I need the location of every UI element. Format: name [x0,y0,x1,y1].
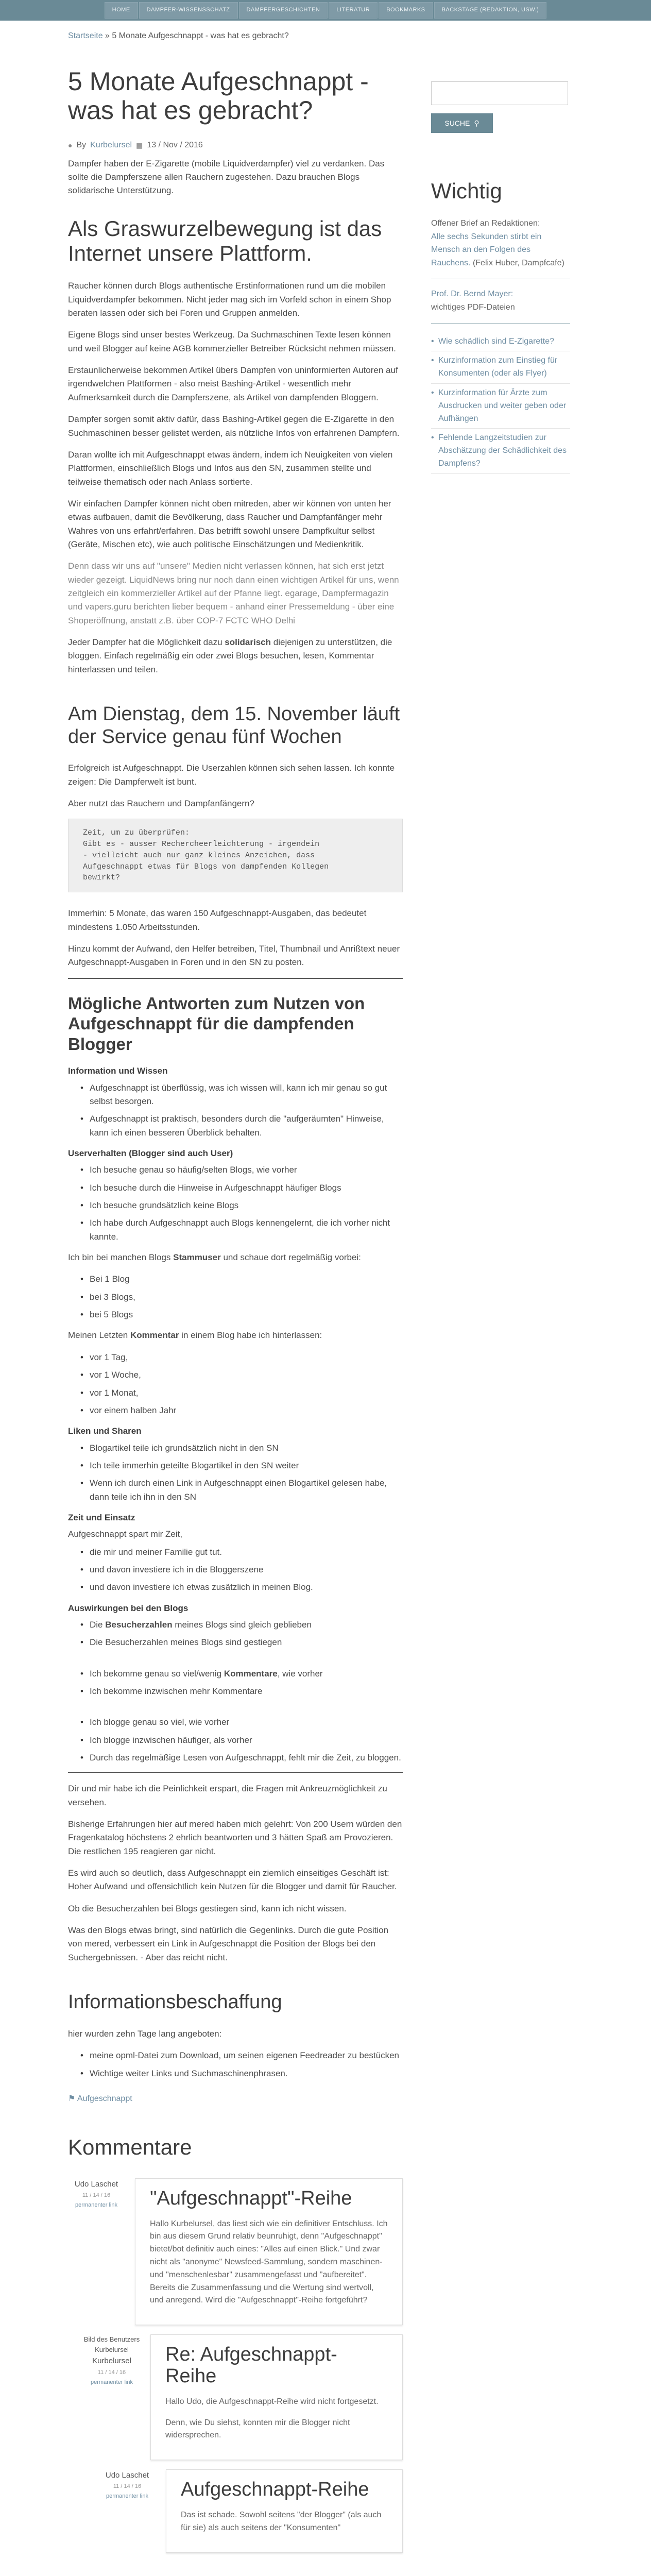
divider [68,1772,403,1773]
offener-brief-label: Offener Brief an Redaktionen: [431,219,540,228]
sidebar-link[interactable]: • Kurzinformation zum Einstieg für Konsumenten (oder als Flyer) [431,351,570,384]
mayer-label: Prof. Dr. Bernd Mayer: [431,290,513,299]
paragraph: Was den Blogs etwas bringt, sind natürlich die Gegenlinks. Durch die gute Position von mered, verbessert ein Link in Aufgeschnappt die Position der Blogs bei den Suchergebnissen. - Aber das reicht nicht. [68,1925,389,1962]
nav-dampfergeschichten[interactable]: DAMPFERGESCHICHTEN [239,2,328,18]
list-item: • Aufgeschnappt ist überflüssig, was ich wissen will, kann ich mir genau so gut selbst besorgen. [80,1081,403,1109]
comment-author-name: Udo Laschet [74,2179,118,2189]
list-item: • Ich besuche genau so häufig/selten Blogs, wie vorher [80,1163,403,1177]
divider [68,978,403,979]
paragraph: Raucher können durch Blogs authentische Erstinformationen rund um die mobilen Liquidverdampfer bekommen. Nicht jeder mag sich im Vorfeld schon in einem Shop beraten lassen oder sich bei Foren und Gruppen anmelden. [68,281,391,318]
author-link[interactable]: Kurbelursel [90,141,132,149]
comment-text: Das ist schade. Sowohl seitens "der Blogger" (als auch für sie) als auch seitens der "Konsumenten" [181,2510,382,2532]
intro-text: Dampfer haben der E-Zigarette (mobile Liquidverdampfer) viel zu verdanken. Das sollte die Dampferszene allen Rauchern zugestehen. Dazu brauchen Blogs solidarische Unterstützung. [68,158,385,196]
tags [68,2093,403,2106]
top-navigation-bar [0,0,651,21]
paragraph: Dampfer sorgen somit aktiv dafür, dass Bashing-Artikel gegen die E-Zigarette in den Suchmaschinen besser gelistet werden, als nützliche Infos von erfahrenen Dampfern. [68,414,400,438]
comment-reply [99,2469,403,2552]
text: Ich bin bei manchen Blogs [68,1252,174,1263]
text: und schaue dort regelmäßig vorbei: [220,1252,361,1263]
comment-body [166,2469,403,2552]
search-button[interactable] [431,113,493,133]
comment-body [150,2334,403,2460]
list-item: • bei 3 Blogs, [80,1291,403,1304]
sidebar [431,81,570,474]
list-item: • Blogartikel teile ich grundsätzlich nicht in den SN [80,1442,403,1455]
paragraph: Aber nutzt das Rauchern und Dampfanfängern? [68,799,254,809]
list-item: • Durch das regelmäßige Lesen von Aufgeschnappt, fehlt mir die Zeit, zu bloggen. [80,1751,403,1765]
text: , wie vorher [277,1668,323,1679]
paragraph: Erstaunlicherweise bekommen Artikel übers Dampfen von uninformierten Autoren auf irgendwelchen Plattformen - also meist Bashing-Artikel - wesentlich mehr Aufmerksamkeit durch die Dampferszene, als Artikel von dampfenden Bloggern. [68,365,398,402]
text: diejenigen zu unterstützen, die bloggen. Einfach regelmäßig ein oder zwei Blogs besuchen, lesen, Kommentar hinterlassen und teilen. [68,637,392,674]
section-heading: Auswirkungen bei den Blogs [68,1603,189,1613]
list-item: • Ich teile immerhin geteilte Blogartikel in den SN weiter [80,1459,403,1472]
search-input[interactable] [431,81,568,105]
paragraph-kommentar [68,1329,403,1342]
permalink[interactable]: permanenter link [91,2379,133,2385]
avatar-alt: Bild des Benutzers Kurbelursel [83,2335,140,2354]
list-item: • vor einem halben Jahr [80,1404,403,1417]
liken-list [68,1442,403,1504]
text-bold: solidarisch [225,637,271,647]
comment-text: Hallo Kurbelursel, das liest sich wie ein definitiver Entschluss. Ich bin aus diesem Grund relativ beunruhigt, denn "Aufgeschnappt" bietet/bot definitiv auch eines: "Alles auf einen Blick." Und zwar nicht als "anonyme" Newsfeed-Sammlung, sondern maschinen- und "menschenlesbar" zusammengefasst und "aufbereitet". Bereits die Zusammenfassung und die Wertung sind wertvoll, und anregend. Wird die "Aufgeschnappt"-Reihe fortgeführt? [150,2219,388,2305]
list-item: • Bei 1 Blog [80,1273,403,1286]
mayer-block [431,287,570,314]
stamm-list [68,1273,403,1321]
list-item: • vor 1 Monat, [80,1386,403,1400]
list-item [80,1667,403,1681]
text: Jeder Dampfer hat die Möglichkeit dazu [68,637,225,647]
breadcrumb-current: 5 Monate Aufgeschnappt - was hat es gebracht? [112,31,289,40]
main-content [68,67,403,2562]
paragraph: Dir und mir habe ich die Peinlichkeit erspart, die Fragen mit Ankreuzmöglichkeit zu versehen. [68,1784,387,1807]
comment-title[interactable]: Aufgeschnappt-Reihe [181,2479,369,2501]
search-button-label: SUCHE [444,119,470,127]
sidebar-links [431,332,570,474]
nav-literatur[interactable]: LITERATUR [329,2,378,18]
paragraph: Daran wollte ich mit Aufgeschnappt etwas ändern, indem ich Neuigkeiten von vielen Plattformen, einschließlich Blogs und Infos aus den SN, zusammen stellte und teilweise thematisch oder nach Anlass sortierte. [68,449,393,487]
text: in einem Blog habe ich hinterlassen: [179,1330,322,1341]
text: Meinen Letzten [68,1330,130,1341]
comment-author-name: Udo Laschet [105,2471,149,2480]
list-item: • und davon investiere ich in die Bloggerszene [80,1563,403,1577]
list-item: • Ich blogge genau so viel, wie vorher [80,1716,403,1729]
heading-antworten: Mögliche Antworten zum Nutzen von Aufgeschnappt für die dampfenden Blogger [68,993,365,1054]
list-item: • meine opml-Datei zum Download, um seinen eigenen Feedreader zu bestücken [80,2049,403,2062]
comment-text: Denn, wie Du siehst, konnten mir die Blogger nicht widersprechen. [165,2418,350,2440]
ausw-list [68,1618,403,1650]
nav-backstage[interactable]: BACKSTAGE (REDAKTION, USW.) [434,2,547,18]
list-item: • bei 5 Blogs [80,1308,403,1321]
user-list [68,1163,403,1244]
text-bold: Stammuser [173,1252,221,1263]
nav-bookmarks[interactable]: BOOKMARKS [379,2,433,18]
tag-icon: ⚑ [68,2094,76,2103]
text-bold: Kommentare [224,1668,278,1679]
info-list [68,1081,403,1140]
comment [68,2178,403,2325]
list-item: • die mir und meiner Familie gut tut. [80,1546,403,1559]
infobe-list [68,2049,403,2080]
comment-date: 11 / 14 / 16 [82,2192,111,2199]
paragraph-media: Denn dass wir uns auf "unsere" Medien nicht verlassen können, hat sich erst jetzt wieder gezeigt. LiquidNews bring nur noch dann einen wichtigen Artikel für uns, wenn zeitgleich ein kommerzieller Artikel auf der Pfanne liegt. egarage, Dampfermagazin und vapers.guru berichten lieber bequem - anhand einer Pressemeldung - über eine Shoperöffnung, anstatt z.B. über COP-7 FCTC WHO Delhi [68,561,399,625]
list-item: • Ich habe durch Aufgeschnappt auch Blogs kennengelernt, die ich vorher nicht kannte. [80,1216,403,1244]
breadcrumb [68,21,583,50]
nav-dampfer-wissensschatz[interactable]: DAMPFER-WISSENSSCHATZ [139,2,238,18]
sidebar-link[interactable]: • Fehlende Langzeitstudien zur Abschätzung der Schädlichkeit des Dampfens? [431,429,570,473]
list-item: • Wichtige weiter Links und Suchmaschinenphrasen. [80,2067,403,2080]
sidebar-link[interactable]: • Wie schädlich sind E-Zigarette? [431,332,570,352]
section-heading: Liken und Sharen [68,1426,142,1436]
text-bold: Besucherzahlen [105,1619,173,1630]
kommentar-list [68,1351,403,1417]
comment-title[interactable]: Re: Aufgeschnappt-Reihe [165,2344,337,2387]
code-block: Zeit, um zu überprüfen: Gibt es - ausser Rechercheerleichterung - irgendein - vielleicht auch nur ganz kleines Anzeichen, dass Aufgeschnappt etwas für Blogs von dampfenden Kollegen bewirkt? [68,819,403,892]
nav-home[interactable]: HOME [105,2,138,18]
search-icon: ⚲ [474,118,479,127]
paragraph: Immerhin: 5 Monate, das waren 150 Aufgeschnappt-Ausgaben, das bedeutet mindestens 1.050 Arbeitsstunden. [68,908,367,932]
paragraph: hier wurden zehn Tage lang angeboten: [68,2028,222,2039]
paragraph: Bisherige Erfahrungen hier auf mered haben mich gelehrt: Von 200 Usern würden den Fragenkatalog höchstens 2 ehrlich beantworten und 3 hätten Spaß am Provozieren. Die restlichen 195 reagieren gar nicht. [68,1819,402,1856]
paragraph: Aufgeschnappt spart mir Zeit, [68,1529,183,1539]
breadcrumb-home-link[interactable]: Startseite [68,31,103,40]
heading-dienstag: Am Dienstag, dem 15. November läuft der Service genau fünf Wochen [68,703,400,748]
comment-author [68,2178,125,2325]
brief-link[interactable]: Alle sechs Sekunden stirbt ein Mensch an den Folgen des Rauchens. [431,232,542,267]
paragraph: Wir einfachen Dampfer können nicht oben mitreden, aber wir können von unten her etwas aufbauen, damit die Bevölkerung, dass Raucher und Dampfanfänger mehr Wahres von uns erfahrt/erfahren. Das betrifft sowohl unsere Dampfkultur selbst (Geräte, Mischen etc), wie auch politische Einschätzungen und Medienkritik. [68,498,391,549]
sidebar-title-wichtig: Wichtig [431,179,502,203]
list-item: • Ich blogge inzwischen häufiger, als vorher [80,1734,403,1747]
brief-authors: (Felix Huber, Dampfcafe) [472,258,564,267]
paragraph: Erfolgreich ist Aufgeschnappt. Die Userzahlen können sich sehen lassen. Ich konnte zeigen: Die Dampferwelt ist bunt. [68,763,395,787]
blogge-list [68,1716,403,1765]
paragraph-solidarity [68,636,403,676]
list-item: • Ich bekomme inzwischen mehr Kommentare [80,1685,403,1698]
calendar-icon: ▦ [136,141,143,149]
comment-title[interactable]: "Aufgeschnappt"-Reihe [150,2187,352,2209]
permalink[interactable]: permanenter link [75,2202,117,2209]
heading-graswurzel: Als Graswurzelbewegung ist das Internet unsere Plattform. [68,216,382,266]
list-item: • und davon investiere ich etwas zusätzlich in meinen Blog. [80,1581,403,1594]
list-item: • Wenn ich durch einen Link in Aufgeschnappt einen Blogartikel gelesen habe, dann teile ich ihn in den SN [80,1477,403,1504]
list-item: • vor 1 Tag, [80,1351,403,1364]
text: Die [90,1619,106,1630]
sidebar-link[interactable]: • Kurzinformation für Ärzte zum Ausdrucken und weiter geben oder Aufhängen [431,384,570,429]
text: meines Blogs sind gleich geblieben [172,1619,312,1630]
comment-author [99,2469,156,2552]
list-item: • Ich besuche grundsätzlich keine Blogs [80,1199,403,1212]
comment-author-name[interactable]: Kurbelursel [92,2357,131,2366]
paragraph-stammuser [68,1251,403,1264]
page-title: 5 Monate Aufgeschnappt - was hat es gebracht? [68,67,369,125]
comment-author [83,2334,140,2460]
mayer-sub: wichtiges PDF-Dateien [431,303,515,312]
list-item [80,1618,403,1632]
paragraph: Hinzu kommt der Aufwand, den Helfer betreiben, Titel, Thumbnail und Anrißtext neuer Aufgeschnappt-Ausgaben in Foren und in den SN zu posten. [68,943,400,968]
main-menu [105,2,547,18]
comment-date: 11 / 14 / 16 [97,2369,126,2376]
user-icon: ● [68,141,73,149]
text-bold: Kommentar [130,1330,179,1341]
list-item: • Aufgeschnappt ist praktisch, besonders durch die "aufgeräumten" Hinweise, kann ich einen besseren Überblick behalten. [80,1112,403,1140]
paragraph: Es wird auch so deutlich, dass Aufgeschnappt ein ziemlich einseitiges Geschäft ist: Hoher Aufwand und offensichtlich kein Nutzen für die Blogger und damit für Raucher. [68,1868,397,1892]
offener-brief-block [431,217,570,269]
section-heading: Userverhalten (Blogger sind auch User) [68,1148,233,1159]
comments-title: Kommentare [68,2134,192,2159]
zeit-list [68,1546,403,1595]
list-item: • vor 1 Woche, [80,1368,403,1382]
comment-text: Hallo Udo, die Aufgeschnappt-Reihe wird nicht fortgesetzt. [165,2397,379,2406]
text: Ich bekomme genau so viel/wenig [90,1668,224,1679]
breadcrumb-separator: » [102,31,112,40]
permalink[interactable]: permanenter link [106,2493,148,2500]
section-heading: Zeit und Einsatz [68,1512,135,1522]
comment-body [135,2178,403,2325]
paragraph: Eigene Blogs sind unser bestes Werkzeug. Da Suchmaschinen Texte lesen können und weil Blogger auf keine AGB kommerzieller Betreiber Rücksicht nehmen müssen. [68,330,396,353]
komm2-list [68,1667,403,1699]
tag-link[interactable]: Aufgeschnappt [77,2094,132,2103]
meta-by: By [76,141,87,149]
comment-reply [83,2334,403,2460]
list-item: • Die Besucherzahlen meines Blogs sind gestiegen [80,1636,403,1649]
list-item: • Ich besuche durch die Hinweise in Aufgeschnappt häufiger Blogs [80,1181,403,1195]
post-date: 13 / Nov / 2016 [147,141,203,149]
heading-informationsbeschaffung: Informationsbeschaffung [68,1991,282,2013]
section-heading: Information und Wissen [68,1066,168,1076]
post-meta [68,139,403,152]
paragraph: Ob die Besucherzahlen bei Blogs gestiegen sind, kann ich nicht wissen. [68,1903,347,1913]
comment-date: 11 / 14 / 16 [113,2483,142,2490]
